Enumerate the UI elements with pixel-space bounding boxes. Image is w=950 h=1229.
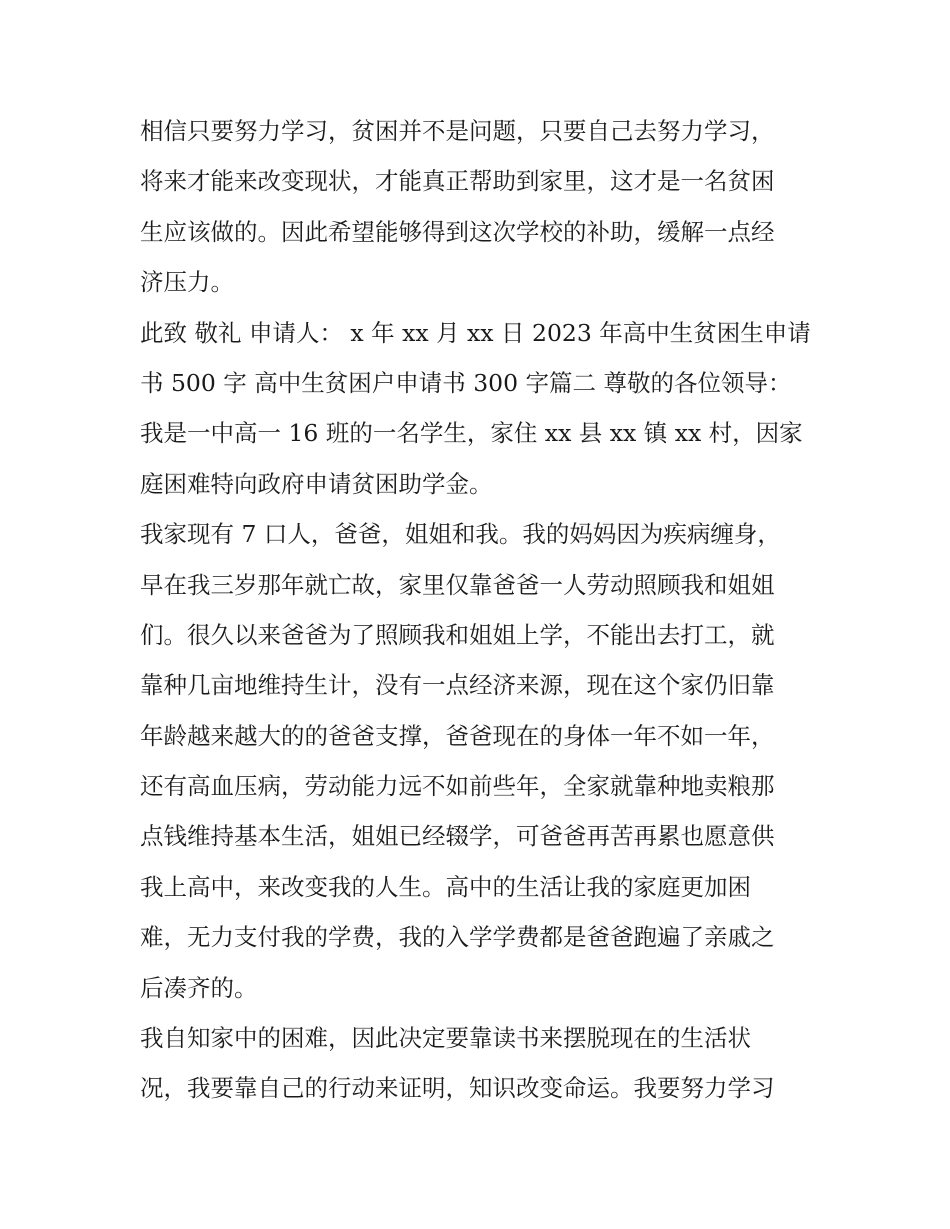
text-line: 还有高血压病，劳动能力远不如前些年，全家就靠种地卖粮那 [140, 772, 775, 801]
text-line: 靠种几亩地维持生计，没有一点经济来源，现在这个家仍旧靠 [140, 671, 775, 700]
text-line: 我家现有 7 口人，爸爸，姐姐和我。我的妈妈因为疾病缠身， [140, 520, 781, 549]
text-line: 后凑齐的。 [140, 973, 258, 1002]
text-line: 我是一中高一 16 班的一名学生，家住 xx 县 xx 镇 xx 村，因家 [140, 419, 803, 448]
text-line: 将来才能来改变现状，才能真正帮助到家里，这才是一名贫困 [140, 167, 775, 196]
text-line: 早在我三岁那年就亡故，家里仅靠爸爸一人劳动照顾我和姐姐 [140, 570, 775, 599]
text-line: 我自知家中的困难，因此决定要靠读书来摆脱现在的生活状 [140, 1024, 751, 1053]
text-line: 们。很久以来爸爸为了照顾我和姐姐上学，不能出去打工，就 [140, 620, 775, 649]
text-line: 书 500 字 高中生贫困户申请书 300 字篇二 尊敬的各位领导： [140, 368, 792, 397]
text-line: 点钱维持基本生活，姐姐已经辍学，可爸爸再苦再累也愿意供 [140, 822, 775, 851]
text-line: 年龄越来越大的的爸爸支撑，爸爸现在的身体一年不如一年， [140, 721, 775, 750]
paragraph-4 [140, 1013, 820, 1114]
text-line: 庭困难特向政府申请贫困助学金。 [140, 469, 493, 498]
text-line: 相信只要努力学习，贫困并不是问题，只要自己去努力学习， [140, 117, 775, 145]
paragraph-2 [140, 308, 820, 510]
paragraph-1 [140, 106, 820, 308]
text-line: 济压力。 [140, 268, 234, 297]
text-line: 况，我要靠自己的行动来证明，知识改变命运。我要努力学习 [140, 1074, 775, 1103]
paragraph-3 [140, 509, 820, 1013]
document-body [140, 106, 820, 1114]
text-line: 生应该做的。因此希望能够得到这次学校的补助，缓解一点经 [140, 217, 775, 246]
text-line: 我上高中，来改变我的人生。高中的生活让我的家庭更加困 [140, 872, 751, 901]
text-line: 此致 敬礼 申请人： x 年 xx 月 xx 日 2023 年高中生贫困生申请 [140, 318, 811, 347]
text-line: 难，无力支付我的学费，我的入学学费都是爸爸跑遍了亲戚之 [140, 923, 775, 952]
